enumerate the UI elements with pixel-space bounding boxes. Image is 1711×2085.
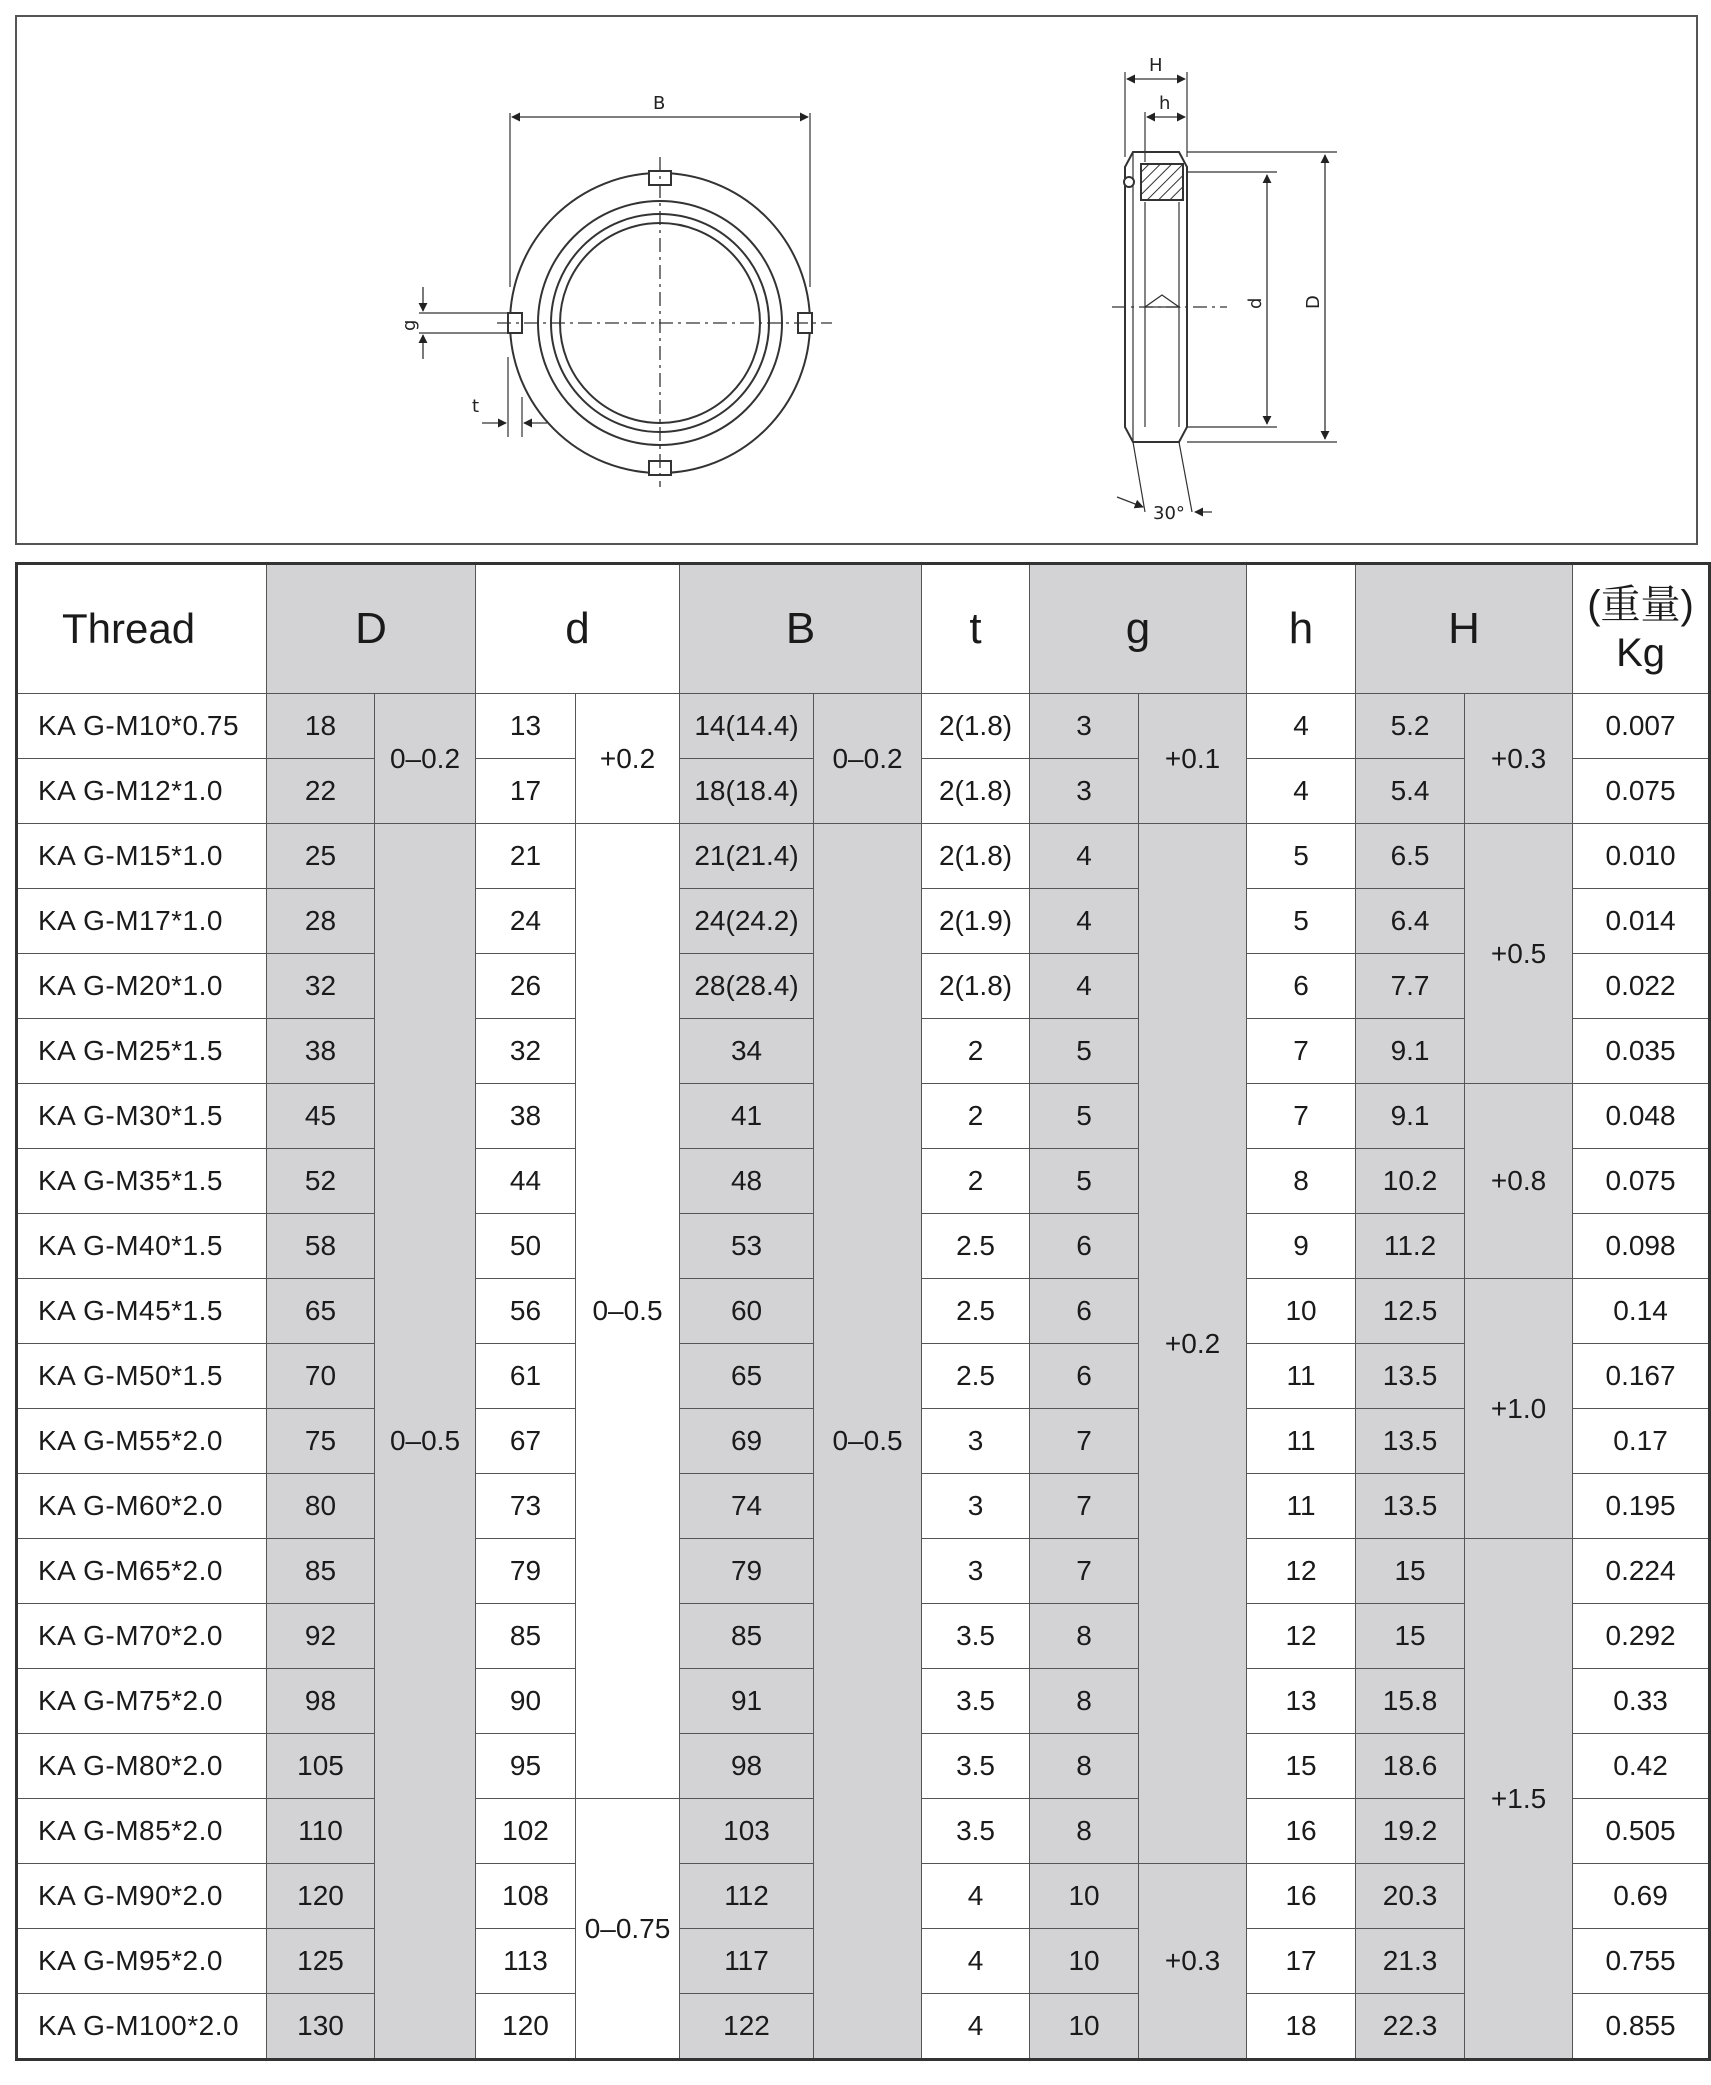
cell-h: 6 — [1247, 954, 1356, 1019]
cell-t: 3.5 — [922, 1604, 1030, 1669]
cell-t: 2 — [922, 1084, 1030, 1149]
cell-D: 80 — [267, 1474, 375, 1539]
cell-B: 18(18.4) — [680, 759, 814, 824]
cell-weight: 0.69 — [1573, 1864, 1710, 1929]
cell-H: 15.8 — [1356, 1669, 1465, 1734]
cell-D: 85 — [267, 1539, 375, 1604]
cell-g: 7 — [1030, 1539, 1139, 1604]
cell-d: 44 — [476, 1149, 576, 1214]
cell-B: 65 — [680, 1344, 814, 1409]
cell-H: 5.2 — [1356, 694, 1465, 759]
cell-thread: KA G-M75*2.0 — [17, 1669, 267, 1734]
cell-H: 13.5 — [1356, 1409, 1465, 1474]
cell-D: 92 — [267, 1604, 375, 1669]
label-D: D — [1303, 295, 1324, 309]
cell-t: 2(1.8) — [922, 694, 1030, 759]
cell-g: 10 — [1030, 1864, 1139, 1929]
cell-g: 4 — [1030, 889, 1139, 954]
cell-h: 12 — [1247, 1539, 1356, 1604]
cell-g: 7 — [1030, 1474, 1139, 1539]
label-g: g — [399, 319, 420, 331]
cell-H: 6.4 — [1356, 889, 1465, 954]
cell-h: 11 — [1247, 1344, 1356, 1409]
cell-H: 15 — [1356, 1604, 1465, 1669]
cell-H: 6.5 — [1356, 824, 1465, 889]
cell-B: 60 — [680, 1279, 814, 1344]
cell-B: 91 — [680, 1669, 814, 1734]
spec-table — [15, 562, 1711, 2061]
cell-B: 28(28.4) — [680, 954, 814, 1019]
cell-g: 5 — [1030, 1149, 1139, 1214]
label-B: B — [653, 93, 666, 114]
cell-thread: KA G-M17*1.0 — [17, 889, 267, 954]
cell-H: 10.2 — [1356, 1149, 1465, 1214]
tolerance-D: 0–0.2 — [375, 694, 476, 824]
cell-H: 13.5 — [1356, 1474, 1465, 1539]
cell-h: 11 — [1247, 1409, 1356, 1474]
cell-thread: KA G-M90*2.0 — [17, 1864, 267, 1929]
cell-weight: 0.14 — [1573, 1279, 1710, 1344]
tolerance-d: +0.2 — [576, 694, 680, 824]
cell-thread: KA G-M80*2.0 — [17, 1734, 267, 1799]
cell-h: 7 — [1247, 1019, 1356, 1084]
cell-h: 12 — [1247, 1604, 1356, 1669]
cell-h: 16 — [1247, 1864, 1356, 1929]
tolerance-d: 0–0.75 — [576, 1799, 680, 2060]
cell-B: 24(24.2) — [680, 889, 814, 954]
label-t: t — [472, 396, 480, 417]
cell-thread: KA G-M60*2.0 — [17, 1474, 267, 1539]
tolerance-g: +0.1 — [1139, 694, 1247, 824]
cell-t: 3 — [922, 1409, 1030, 1474]
cell-h: 13 — [1247, 1669, 1356, 1734]
cell-d: 85 — [476, 1604, 576, 1669]
cell-D: 52 — [267, 1149, 375, 1214]
cell-thread: KA G-M45*1.5 — [17, 1279, 267, 1344]
cell-B: 122 — [680, 1994, 814, 2060]
cell-thread: KA G-M70*2.0 — [17, 1604, 267, 1669]
cell-d: 26 — [476, 954, 576, 1019]
cell-t: 3 — [922, 1539, 1030, 1604]
cell-t: 3 — [922, 1474, 1030, 1539]
cell-H: 19.2 — [1356, 1799, 1465, 1864]
cell-H: 13.5 — [1356, 1344, 1465, 1409]
spec-body — [17, 694, 1710, 2060]
cell-d: 13 — [476, 694, 576, 759]
cell-H: 15 — [1356, 1539, 1465, 1604]
label-H: H — [1149, 55, 1163, 76]
cell-t: 3.5 — [922, 1669, 1030, 1734]
cell-thread: KA G-M12*1.0 — [17, 759, 267, 824]
cell-B: 85 — [680, 1604, 814, 1669]
cell-thread: KA G-M15*1.0 — [17, 824, 267, 889]
col-g-header: g — [1030, 564, 1247, 694]
label-angle: 30° — [1153, 503, 1185, 524]
cell-d: 120 — [476, 1994, 576, 2060]
cell-weight: 0.292 — [1573, 1604, 1710, 1669]
cell-t: 2.5 — [922, 1344, 1030, 1409]
cell-d: 102 — [476, 1799, 576, 1864]
cell-d: 24 — [476, 889, 576, 954]
cell-g: 10 — [1030, 1929, 1139, 1994]
cell-thread: KA G-M35*1.5 — [17, 1149, 267, 1214]
cell-g: 6 — [1030, 1344, 1139, 1409]
cell-g: 6 — [1030, 1214, 1139, 1279]
cell-d: 50 — [476, 1214, 576, 1279]
label-d: d — [1245, 297, 1266, 309]
cell-D: 65 — [267, 1279, 375, 1344]
cell-B: 112 — [680, 1864, 814, 1929]
cell-thread: KA G-M95*2.0 — [17, 1929, 267, 1994]
drawing-svg — [17, 17, 1700, 547]
cell-D: 130 — [267, 1994, 375, 2060]
cell-D: 58 — [267, 1214, 375, 1279]
cell-weight: 0.42 — [1573, 1734, 1710, 1799]
cell-weight: 0.022 — [1573, 954, 1710, 1019]
cell-h: 5 — [1247, 824, 1356, 889]
cell-thread: KA G-M85*2.0 — [17, 1799, 267, 1864]
tolerance-D: 0–0.5 — [375, 824, 476, 2060]
cell-H: 12.5 — [1356, 1279, 1465, 1344]
cell-h: 4 — [1247, 694, 1356, 759]
cell-weight: 0.010 — [1573, 824, 1710, 889]
cell-d: 90 — [476, 1669, 576, 1734]
cell-H: 9.1 — [1356, 1019, 1465, 1084]
col-t-header: t — [922, 564, 1030, 694]
cell-H: 20.3 — [1356, 1864, 1465, 1929]
cell-thread: KA G-M100*2.0 — [17, 1994, 267, 2060]
cell-t: 2 — [922, 1019, 1030, 1084]
technical-drawing — [15, 15, 1698, 545]
cell-thread: KA G-M20*1.0 — [17, 954, 267, 1019]
cell-thread: KA G-M30*1.5 — [17, 1084, 267, 1149]
front-view — [419, 113, 832, 487]
cell-weight: 0.014 — [1573, 889, 1710, 954]
cell-B: 74 — [680, 1474, 814, 1539]
cell-D: 75 — [267, 1409, 375, 1474]
cell-D: 38 — [267, 1019, 375, 1084]
cell-t: 2.5 — [922, 1279, 1030, 1344]
cell-D: 70 — [267, 1344, 375, 1409]
tolerance-H: +1.5 — [1465, 1539, 1573, 2060]
cell-D: 18 — [267, 694, 375, 759]
cell-B: 98 — [680, 1734, 814, 1799]
cell-D: 105 — [267, 1734, 375, 1799]
cell-g: 10 — [1030, 1994, 1139, 2060]
cell-t: 2(1.8) — [922, 954, 1030, 1019]
cell-weight: 0.33 — [1573, 1669, 1710, 1734]
cell-weight: 0.755 — [1573, 1929, 1710, 1994]
cell-t: 4 — [922, 1929, 1030, 1994]
cell-h: 16 — [1247, 1799, 1356, 1864]
cell-thread: KA G-M10*0.75 — [17, 694, 267, 759]
cell-D: 28 — [267, 889, 375, 954]
cell-H: 21.3 — [1356, 1929, 1465, 1994]
cell-D: 22 — [267, 759, 375, 824]
cell-h: 8 — [1247, 1149, 1356, 1214]
tolerance-g: +0.2 — [1139, 824, 1247, 1864]
col-H-header: H — [1356, 564, 1573, 694]
col-d-header: d — [476, 564, 680, 694]
cell-weight: 0.855 — [1573, 1994, 1710, 2060]
cell-B: 69 — [680, 1409, 814, 1474]
cell-g: 8 — [1030, 1799, 1139, 1864]
cell-B: 48 — [680, 1149, 814, 1214]
cell-B: 103 — [680, 1799, 814, 1864]
cell-h: 4 — [1247, 759, 1356, 824]
col-h-header: h — [1247, 564, 1356, 694]
cell-t: 2(1.9) — [922, 889, 1030, 954]
cell-weight: 0.098 — [1573, 1214, 1710, 1279]
header-row — [17, 564, 1710, 694]
cell-g: 8 — [1030, 1604, 1139, 1669]
cell-B: 41 — [680, 1084, 814, 1149]
cell-g: 6 — [1030, 1279, 1139, 1344]
cell-d: 61 — [476, 1344, 576, 1409]
cell-g: 7 — [1030, 1409, 1139, 1474]
cell-h: 7 — [1247, 1084, 1356, 1149]
cell-g: 3 — [1030, 759, 1139, 824]
cell-g: 4 — [1030, 824, 1139, 889]
cell-H: 11.2 — [1356, 1214, 1465, 1279]
table-row — [17, 694, 1710, 759]
cell-D: 32 — [267, 954, 375, 1019]
cell-B: 34 — [680, 1019, 814, 1084]
cell-H: 5.4 — [1356, 759, 1465, 824]
side-view — [1112, 72, 1337, 512]
cell-H: 22.3 — [1356, 1994, 1465, 2060]
cell-g: 4 — [1030, 954, 1139, 1019]
col-thread-header: Thread — [17, 564, 267, 694]
cell-weight: 0.17 — [1573, 1409, 1710, 1474]
tolerance-H: +0.5 — [1465, 824, 1573, 1084]
cell-D: 120 — [267, 1864, 375, 1929]
cell-D: 125 — [267, 1929, 375, 1994]
weight-header-line1: (重量) — [1587, 583, 1694, 627]
cell-d: 32 — [476, 1019, 576, 1084]
cell-d: 108 — [476, 1864, 576, 1929]
cell-d: 38 — [476, 1084, 576, 1149]
cell-h: 17 — [1247, 1929, 1356, 1994]
col-weight-header — [1573, 564, 1710, 694]
cell-d: 21 — [476, 824, 576, 889]
cell-h: 15 — [1247, 1734, 1356, 1799]
cell-d: 95 — [476, 1734, 576, 1799]
cell-weight: 0.048 — [1573, 1084, 1710, 1149]
cell-weight: 0.007 — [1573, 694, 1710, 759]
cell-thread: KA G-M40*1.5 — [17, 1214, 267, 1279]
cell-H: 9.1 — [1356, 1084, 1465, 1149]
cell-g: 5 — [1030, 1084, 1139, 1149]
cell-D: 45 — [267, 1084, 375, 1149]
cell-B: 117 — [680, 1929, 814, 1994]
col-B-header: B — [680, 564, 922, 694]
cell-h: 11 — [1247, 1474, 1356, 1539]
cell-t: 4 — [922, 1864, 1030, 1929]
cell-t: 2 — [922, 1149, 1030, 1214]
cell-thread: KA G-M65*2.0 — [17, 1539, 267, 1604]
tolerance-B: 0–0.2 — [814, 694, 922, 824]
cell-t: 2(1.8) — [922, 759, 1030, 824]
cell-B: 79 — [680, 1539, 814, 1604]
cell-d: 17 — [476, 759, 576, 824]
cell-weight: 0.505 — [1573, 1799, 1710, 1864]
weight-header-line2: Kg — [1616, 631, 1666, 675]
cell-d: 79 — [476, 1539, 576, 1604]
cell-h: 5 — [1247, 889, 1356, 954]
cell-d: 113 — [476, 1929, 576, 1994]
tolerance-d: 0–0.5 — [576, 824, 680, 1799]
cell-g: 5 — [1030, 1019, 1139, 1084]
cell-thread: KA G-M25*1.5 — [17, 1019, 267, 1084]
cell-H: 7.7 — [1356, 954, 1465, 1019]
cell-weight: 0.167 — [1573, 1344, 1710, 1409]
cell-t: 2(1.8) — [922, 824, 1030, 889]
cell-g: 8 — [1030, 1669, 1139, 1734]
cell-t: 4 — [922, 1994, 1030, 2060]
table-row — [17, 824, 1710, 889]
tolerance-B: 0–0.5 — [814, 824, 922, 2060]
cell-t: 3.5 — [922, 1734, 1030, 1799]
cell-h: 10 — [1247, 1279, 1356, 1344]
cell-weight: 0.035 — [1573, 1019, 1710, 1084]
cell-B: 21(21.4) — [680, 824, 814, 889]
cell-t: 2.5 — [922, 1214, 1030, 1279]
cell-g: 3 — [1030, 694, 1139, 759]
cell-thread: KA G-M50*1.5 — [17, 1344, 267, 1409]
cell-t: 3.5 — [922, 1799, 1030, 1864]
cell-g: 8 — [1030, 1734, 1139, 1799]
cell-weight: 0.075 — [1573, 1149, 1710, 1214]
cell-weight: 0.075 — [1573, 759, 1710, 824]
cell-d: 67 — [476, 1409, 576, 1474]
tolerance-H: +0.3 — [1465, 694, 1573, 824]
cell-D: 25 — [267, 824, 375, 889]
cell-weight: 0.224 — [1573, 1539, 1710, 1604]
tolerance-H: +1.0 — [1465, 1279, 1573, 1539]
tolerance-g: +0.3 — [1139, 1864, 1247, 2060]
cell-H: 18.6 — [1356, 1734, 1465, 1799]
cell-weight: 0.195 — [1573, 1474, 1710, 1539]
cell-d: 56 — [476, 1279, 576, 1344]
tolerance-H: +0.8 — [1465, 1084, 1573, 1279]
cell-B: 14(14.4) — [680, 694, 814, 759]
cell-D: 98 — [267, 1669, 375, 1734]
cell-d: 73 — [476, 1474, 576, 1539]
cell-B: 53 — [680, 1214, 814, 1279]
cell-thread: KA G-M55*2.0 — [17, 1409, 267, 1474]
label-h: h — [1159, 93, 1171, 114]
col-D-header: D — [267, 564, 476, 694]
cell-h: 18 — [1247, 1994, 1356, 2060]
cell-D: 110 — [267, 1799, 375, 1864]
cell-h: 9 — [1247, 1214, 1356, 1279]
